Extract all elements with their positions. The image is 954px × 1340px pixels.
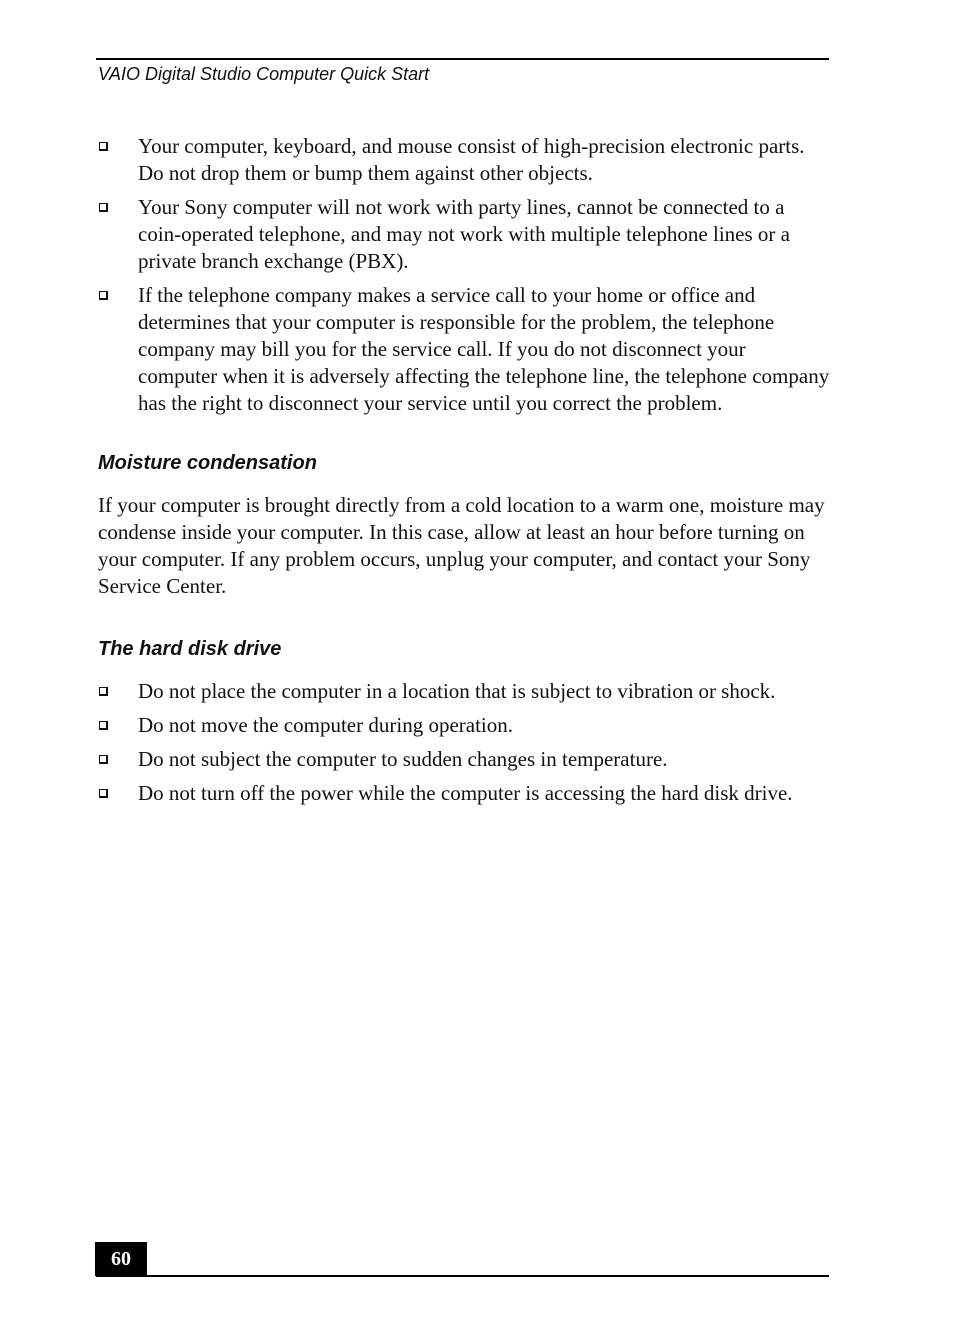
checkbox-bullet-icon [99,687,108,696]
list-item-text: Your computer, keyboard, and mouse consist of high-precision electronic parts. Do not drop them or bump them against other objects. [138,134,805,185]
list-item-text: Do not move the computer during operation. [138,713,513,737]
checkbox-bullet-icon [99,142,108,151]
checkbox-bullet-icon [99,755,108,764]
moisture-paragraph: If your computer is brought directly from a cold location to a warm one, moisture may condense inside your computer. In this case, allow at least an hour before turning on your computer. If any problem occurs, unplug your computer, and contact your Sony Service Center. [98,493,825,598]
list-item [98,746,830,773]
list-item [98,133,830,187]
page-number: 60 [95,1242,147,1276]
running-header: VAIO Digital Studio Computer Quick Start [98,64,430,84]
header-rule [96,58,829,60]
list-item-text: Do not turn off the power while the computer is accessing the hard disk drive. [138,781,793,805]
list-item [98,780,830,807]
list-item [98,678,830,705]
checkbox-bullet-icon [99,203,108,212]
list-item-text: Do not subject the computer to sudden changes in temperature. [138,747,668,771]
checkbox-bullet-icon [99,291,108,300]
list-item-text: If the telephone company makes a service call to your home or office and determines that your computer is responsible for the problem, the telephone company may bill you for the service call. If you do not disconnect your computer when it is adversely affecting the telephone line, the telephone company has the right to disconnect your service until you correct the problem. [138,283,830,415]
checkbox-bullet-icon [99,721,108,730]
moisture-heading: Moisture condensation [98,452,317,474]
precautions-list [98,133,830,417]
checkbox-bullet-icon [99,789,108,798]
footer-rule [96,1275,829,1277]
list-item [98,712,830,739]
list-item-text: Do not place the computer in a location that is subject to vibration or shock. [138,679,776,703]
hard-disk-list [98,678,830,807]
list-item-text: Your Sony computer will not work with party lines, cannot be connected to a coin-operated telephone, and may not work with multiple telephone lines or a private branch exchange (PBX). [138,195,790,273]
hard-disk-heading: The hard disk drive [98,638,282,660]
list-item [98,282,830,417]
page-content [98,133,830,814]
list-item [98,194,830,275]
